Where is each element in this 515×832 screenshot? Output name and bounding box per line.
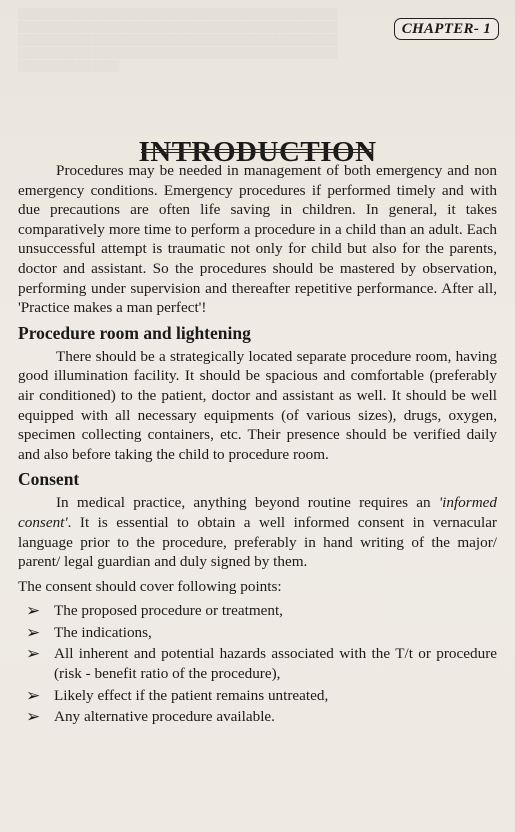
- consent-points-lead: The consent should cover following points:: [18, 577, 282, 595]
- intro-paragraph: Procedures may be needed in management of both emergency and non emergency conditions. Emergency procedures if performed timely and with due precautions are often life saving in children. In general, it takes comparatively more time to perform a procedure in a child than an adult. Each unsuccessful attempt is traumatic not only for child but also for the parents, doctor and assistant. So the procedures should be mastered by observation, performing under supervision and thereafter repetitive performance. After all, 'Practice makes a man perfect'!: [18, 162, 497, 317]
- consent-text-start: In medical practice, anything beyond routine requires an: [56, 494, 439, 512]
- informed-consent-emphasis: 'informed consent': [18, 494, 497, 531]
- arrowhead-bullet-icon: ➢: [26, 685, 41, 706]
- arrowhead-bullet-icon: ➢: [26, 707, 41, 728]
- procedure-room-paragraph: There should be a strategically located separate procedure room, having good illumination facility. It should be spacious and comfortable (preferably air conditioned) to the patient, doctor and assistant as well. It should be well equipped with all necessary equipments (of various sizes), drugs, oxygen, specimen collecting containers, etc. Their presence should be verified daily and also before taking the child to procedure room.: [18, 347, 497, 463]
- consent-paragraph: [18, 493, 497, 571]
- list-item-text: The proposed procedure or treatment,: [54, 602, 283, 620]
- list-item-text: Likely effect if the patient remains untreated,: [54, 686, 329, 704]
- chapter-body: [18, 161, 497, 729]
- consent-text-end: . It is essential to obtain a well informed consent in vernacular language prior to the procedure, preferably in hand writing of the major/ parent/ legal guardian and duly signed by them.: [18, 513, 497, 571]
- title-underline: [141, 149, 373, 150]
- list-item-text: The indications,: [54, 623, 152, 641]
- list-item: [18, 707, 497, 727]
- list-item: [18, 601, 497, 621]
- arrowhead-bullet-icon: ➢: [26, 601, 41, 622]
- title-underline-second: [141, 152, 373, 153]
- section-heading-consent: Consent: [18, 469, 80, 490]
- list-item: [18, 644, 497, 683]
- arrowhead-bullet-icon: ➢: [26, 622, 41, 643]
- section-heading-procedure-room: Procedure room and lightening: [18, 322, 251, 343]
- consent-points-list: [18, 601, 497, 727]
- list-item-text: Any alternative procedure available.: [54, 708, 275, 726]
- bleed-through-text: ▒▒▒▒▒▒▒▒▒▒▒▒▒▒▒▒▒▒▒▒▒▒▒▒▒▒▒▒▒▒▒▒▒▒▒▒▒▒▒▒▒ ▒▒▒▒▒▒▒▒▒▒▒▒▒▒▒▒▒▒▒▒▒▒▒▒▒▒▒▒▒▒▒▒▒▒▒▒▒▒▒▒▒ ▒▒▒▒▒▒▒▒▒▒▒▒▒▒▒▒▒▒▒▒▒▒▒▒▒▒▒▒▒▒▒▒▒▒▒▒▒▒▒▒▒ ▒▒▒▒▒▒▒▒▒▒▒▒▒▒▒▒▒▒▒▒▒▒▒▒▒▒▒▒▒▒▒▒▒▒▒▒▒▒▒▒▒ ▒▒▒▒▒▒▒▒▒▒▒▒▒: [18, 8, 338, 72]
- arrowhead-bullet-icon: ➢: [26, 644, 41, 665]
- page-title: INTRODUCTION: [138, 136, 377, 169]
- list-item-text: All inherent and potential hazards associated with the T/t or procedure (risk - benefit ratio of the procedure),: [54, 645, 497, 683]
- list-item: [18, 686, 497, 706]
- list-item: [18, 623, 497, 643]
- chapter-tag: CHAPTER- 1: [394, 18, 499, 40]
